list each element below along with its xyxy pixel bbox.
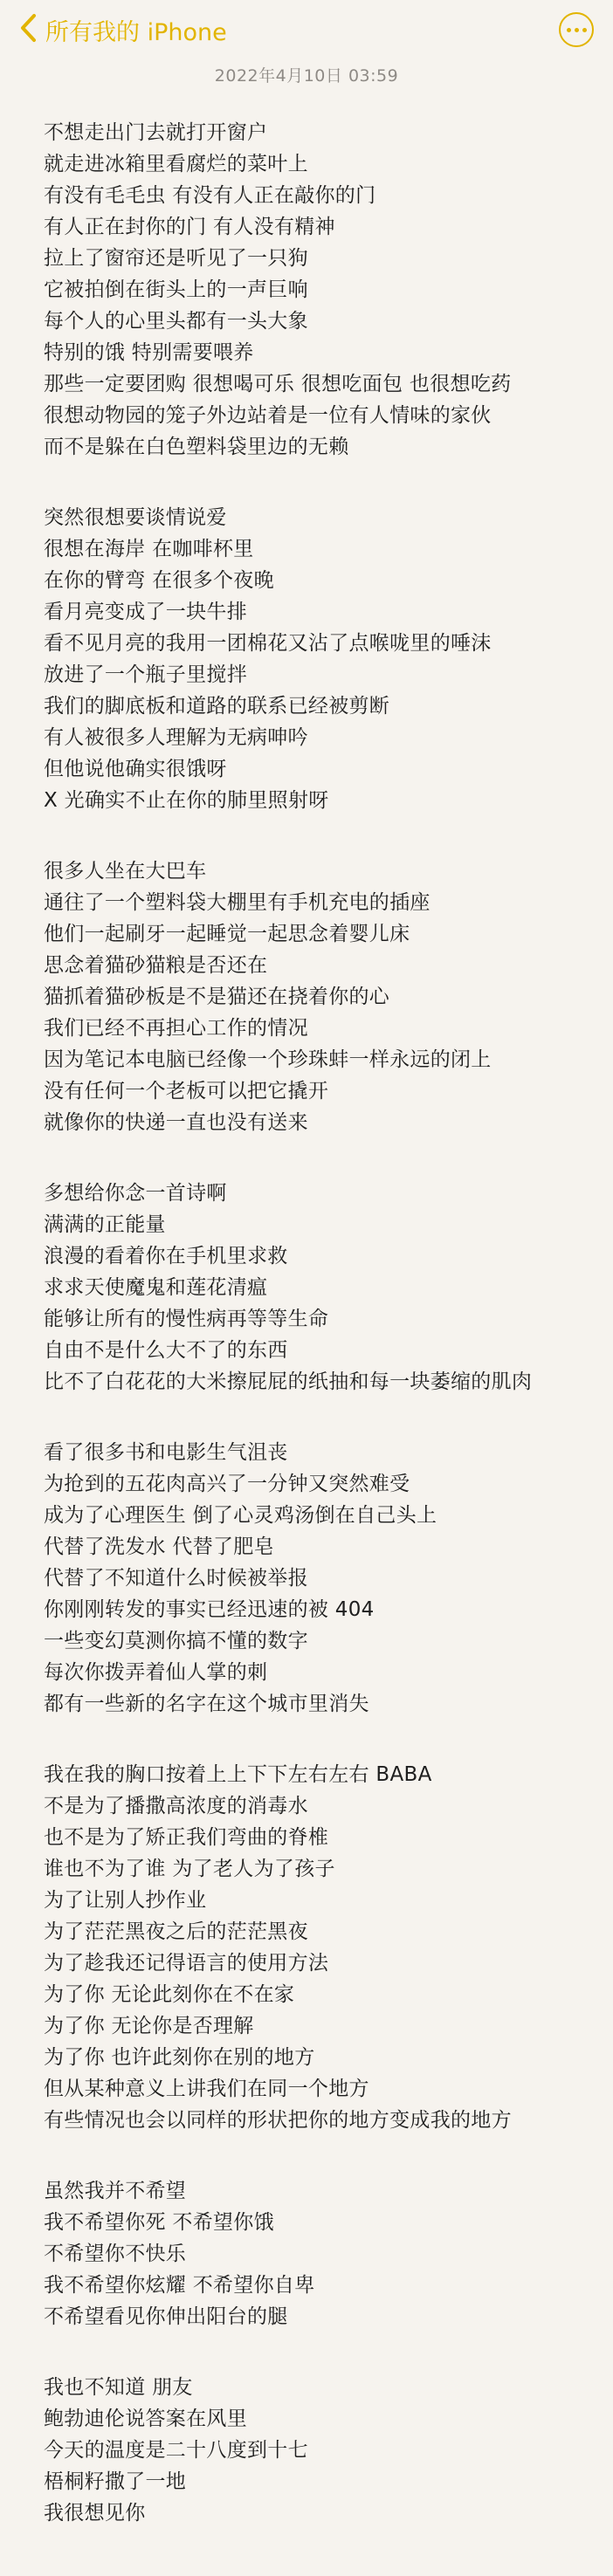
note-line: 不想走出门去就打开窗户 bbox=[44, 121, 268, 144]
note-line: 放进了一个瓶子里搅拌 bbox=[44, 663, 247, 686]
navigation-bar bbox=[0, 0, 613, 61]
note-paragraph bbox=[44, 1437, 603, 1720]
note-line: 一些变幻莫测你搞不懂的数字 bbox=[44, 1630, 308, 1652]
note-line: 代替了洗发水 代替了肥皂 bbox=[44, 1535, 274, 1558]
note-line: 代替了不知道什么时候被举报 bbox=[44, 1567, 308, 1590]
note-line: 每个人的心里头都有一头大象 bbox=[44, 310, 308, 333]
note-timestamp: 2022年4月10日 03:59 bbox=[214, 66, 399, 86]
chevron-left-icon bbox=[19, 12, 38, 47]
note-line: 为抢到的五花肉高兴了一分钟又突然难受 bbox=[44, 1473, 410, 1495]
note-line: 你刚刚转发的事实已经迅速的被 404 bbox=[44, 1598, 375, 1621]
note-line: 都有一些新的名字在这个城市里消失 bbox=[44, 1693, 369, 1715]
note-line: 谁也不为了谁 为了老人为了孩子 bbox=[44, 1858, 335, 1880]
note-line: 为了你 无论此刻你在不在家 bbox=[44, 1983, 295, 2006]
note-line: 为了让别人抄作业 bbox=[44, 1889, 207, 1912]
note-line: 很想在海岸 在咖啡杯里 bbox=[44, 538, 254, 560]
note-line: 鲍勃迪伦说答案在风里 bbox=[44, 2408, 247, 2430]
note-line: 成为了心理医生 倒了心灵鸡汤倒在自己头上 bbox=[44, 1504, 437, 1527]
note-line: 但他说他确实很饿呀 bbox=[44, 758, 227, 780]
back-button-label: 所有我的 iPhone bbox=[45, 18, 227, 46]
note-line: X 光确实不止在你的肺里照射呀 bbox=[44, 789, 329, 812]
note-line: 通往了一个塑料袋大棚里有手机充电的插座 bbox=[44, 891, 430, 914]
note-paragraph bbox=[44, 2175, 603, 2332]
note-line: 有人被很多人理解为无病呻吟 bbox=[44, 726, 308, 749]
note-line: 为了茫茫黑夜之后的茫茫黑夜 bbox=[44, 1920, 308, 1943]
note-line: 我很想见你 bbox=[44, 2502, 146, 2524]
note-line: 梧桐籽撒了一地 bbox=[44, 2470, 187, 2493]
note-line: 有没有毛毛虫 有没有人正在敲你的门 bbox=[44, 184, 376, 207]
note-line: 为了你 无论你是否理解 bbox=[44, 2015, 254, 2037]
note-line: 比不了白花花的大米擦屁屁的纸抽和每一块萎缩的肌肉 bbox=[44, 1370, 533, 1393]
note-line: 突然很想要谈情说爱 bbox=[44, 506, 227, 529]
note-line: 而不是躲在白色塑料袋里边的无赖 bbox=[44, 436, 349, 458]
note-line: 不希望你不快乐 bbox=[44, 2243, 187, 2265]
note-line: 求求天使魔鬼和莲花清瘟 bbox=[44, 1276, 268, 1299]
note-paragraph bbox=[44, 1178, 603, 1398]
note-line: 在你的臂弯 在很多个夜晚 bbox=[44, 569, 274, 592]
note-line: 我在我的胸口按着上上下下左右左右 BABA bbox=[44, 1763, 432, 1786]
note-line: 猫抓着猫砂板是不是猫还在挠着你的心 bbox=[44, 986, 390, 1008]
note-line: 很多人坐在大巴车 bbox=[44, 860, 207, 883]
note-line: 我不希望你炫耀 不希望你自卑 bbox=[44, 2274, 315, 2297]
more-options-button[interactable] bbox=[559, 12, 594, 47]
note-paragraph bbox=[44, 2372, 603, 2529]
note-line: 拉上了窗帘还是听见了一只狗 bbox=[44, 247, 308, 270]
note-line: 就走进冰箱里看腐烂的菜叶上 bbox=[44, 153, 308, 175]
note-line: 自由不是什么大不了的东西 bbox=[44, 1339, 288, 1362]
note-paragraph bbox=[44, 855, 603, 1138]
note-line: 因为笔记本电脑已经像一个珍珠蚌一样永远的闭上 bbox=[44, 1048, 492, 1071]
note-line: 今天的温度是二十八度到十七 bbox=[44, 2439, 308, 2462]
note-line: 它被拍倒在街头上的一声巨响 bbox=[44, 278, 308, 301]
note-line: 我不希望你死 不希望你饿 bbox=[44, 2211, 274, 2234]
note-line: 每次你拨弄着仙人掌的刺 bbox=[44, 1661, 268, 1684]
note-line: 我们的脚底板和道路的联系已经被剪断 bbox=[44, 695, 390, 718]
note-line: 就像你的快递一直也没有送来 bbox=[44, 1111, 308, 1134]
note-line: 但从某种意义上讲我们在同一个地方 bbox=[44, 2078, 369, 2100]
note-line: 他们一起刷牙一起睡觉一起思念着婴儿床 bbox=[44, 923, 410, 945]
note-line: 我们已经不再担心工作的情况 bbox=[44, 1017, 308, 1040]
note-line: 很想动物园的笼子外边站着是一位有人情味的家伙 bbox=[44, 404, 492, 427]
note-paragraph bbox=[44, 117, 603, 463]
note-line: 没有任何一个老板可以把它撬开 bbox=[44, 1080, 329, 1103]
note-line: 思念着猫砂猫粮是否还在 bbox=[44, 954, 268, 977]
back-button[interactable] bbox=[19, 10, 227, 49]
note-line: 不是为了播撒高浓度的消毒水 bbox=[44, 1795, 308, 1817]
note-paragraph bbox=[44, 502, 603, 816]
note-body[interactable] bbox=[44, 117, 603, 2568]
ellipsis-dot bbox=[575, 28, 579, 32]
note-line: 有些情况也会以同样的形状把你的地方变成我的地方 bbox=[44, 2109, 512, 2132]
ellipsis-circle-icon bbox=[567, 28, 571, 32]
note-paragraph bbox=[44, 1759, 603, 2136]
note-line: 那些一定要团购 很想喝可乐 很想吃面包 也很想吃药 bbox=[44, 373, 512, 395]
note-line: 满满的正能量 bbox=[44, 1213, 166, 1236]
note-line: 虽然我并不希望 bbox=[44, 2180, 187, 2202]
note-line: 为了趁我还记得语言的使用方法 bbox=[44, 1952, 329, 1975]
note-line: 也不是为了矫正我们弯曲的脊椎 bbox=[44, 1826, 329, 1849]
note-line: 看不见月亮的我用一团棉花又沾了点喉咙里的唾沫 bbox=[44, 632, 492, 655]
note-line: 看了很多书和电影生气沮丧 bbox=[44, 1441, 288, 1464]
note-line: 能够让所有的慢性病再等等生命 bbox=[44, 1308, 329, 1330]
note-line: 我也不知道 朋友 bbox=[44, 2376, 193, 2399]
note-line: 多想给你念一首诗啊 bbox=[44, 1182, 227, 1205]
note-line: 不希望看见你伸出阳台的腿 bbox=[44, 2305, 288, 2328]
note-line: 特别的饿 特别需要喂养 bbox=[44, 341, 254, 364]
note-line: 有人正在封你的门 有人没有精神 bbox=[44, 216, 335, 238]
ellipsis-dot bbox=[582, 28, 587, 32]
note-line: 浪漫的看着你在手机里求救 bbox=[44, 1245, 288, 1267]
note-line: 看月亮变成了一块牛排 bbox=[44, 601, 247, 623]
note-line: 为了你 也许此刻你在别的地方 bbox=[44, 2046, 315, 2069]
